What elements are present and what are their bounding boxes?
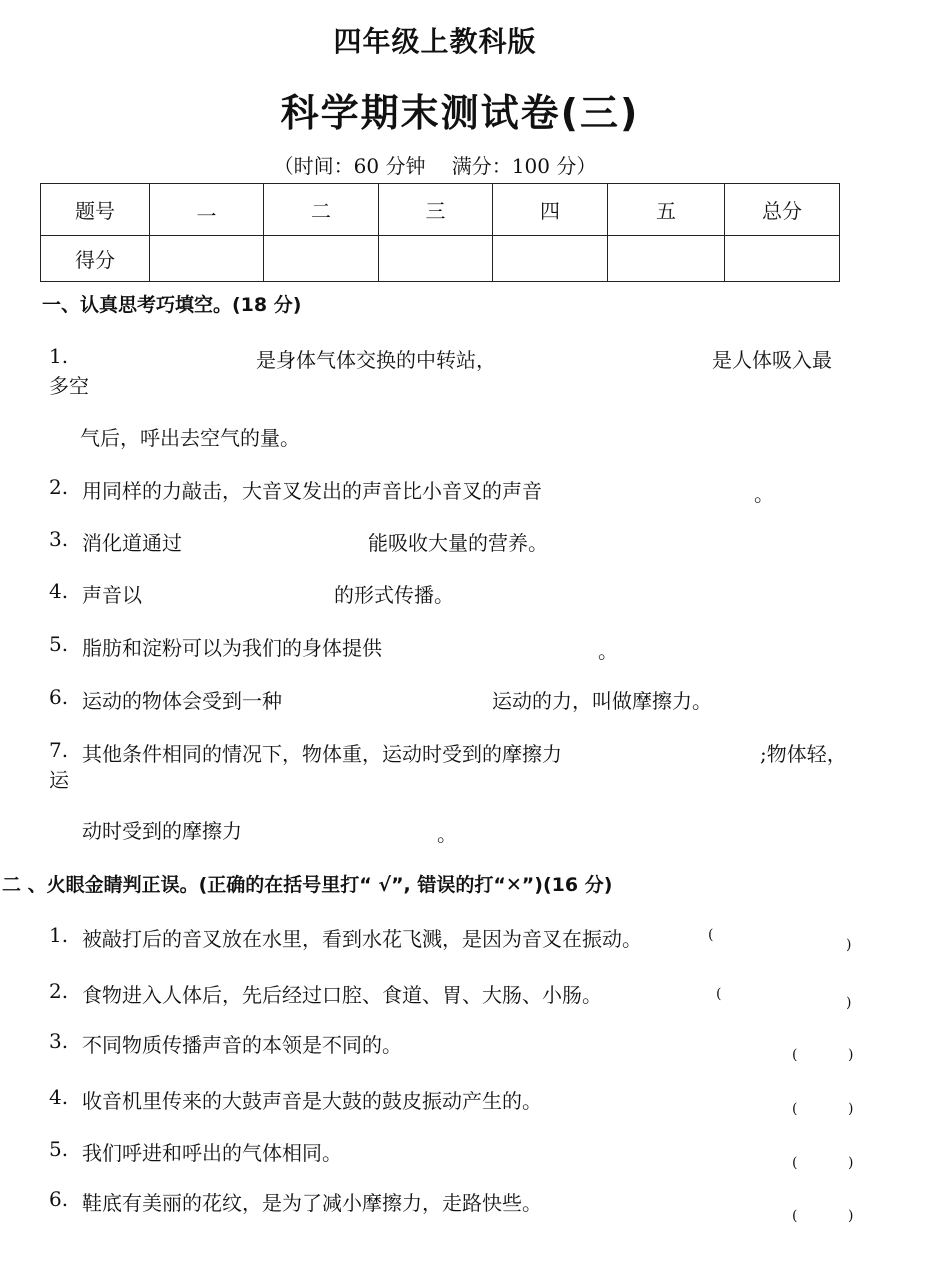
judge-item-1-number: 1.: [49, 923, 69, 947]
score-cell-q1: 一: [150, 184, 264, 236]
judge-item-6-paren-open[interactable]: (: [792, 1208, 798, 1224]
q4-number: 4.: [49, 579, 69, 603]
score-cell-q3: 三: [379, 184, 493, 236]
judge-item-1-text: 被敲打后的音叉放在水里，看到水花飞溅，是因为音叉在振动。: [82, 927, 642, 951]
q7-text-e: 。: [437, 822, 457, 846]
q5-text-a: 脂肪和淀粉可以为我们的身体提供: [82, 636, 382, 660]
judge-item-1-paren-close[interactable]: ): [846, 937, 852, 953]
q7-text-c: 运: [49, 768, 69, 792]
q1-number: 1.: [49, 344, 69, 368]
score-input-cell[interactable]: [379, 236, 493, 282]
score-cell-q4: 四: [493, 184, 608, 236]
q6-text-b: 运动的力，叫做摩擦力。: [492, 689, 712, 713]
q6-text-a: 运动的物体会受到一种: [82, 689, 282, 713]
judge-item-6-paren-close[interactable]: ): [848, 1208, 854, 1224]
score-cell-q2: 二: [264, 184, 379, 236]
section1-heading: 一、认真思考巧填空。(18 分): [42, 294, 302, 316]
judge-item-2-paren-close[interactable]: ): [846, 995, 852, 1011]
exam-meta: （时间：60 分钟 满分：100 分）: [273, 154, 597, 178]
judge-item-2-text: 食物进入人体后，先后经过口腔、食道、胃、大肠、小肠。: [82, 983, 602, 1007]
score-cell-q5: 五: [608, 184, 725, 236]
score-input-cell[interactable]: [608, 236, 725, 282]
q7-text-b: ;物体轻，: [760, 742, 847, 766]
score-input-cell[interactable]: [725, 236, 840, 282]
q1-text-a: 是身体气体交换的中转站，: [256, 348, 496, 372]
score-cell-label: 题号: [41, 184, 150, 236]
judge-item-3-text: 不同物质传播声音的本领是不同的。: [82, 1033, 402, 1057]
judge-item-4-text: 收音机里传来的大鼓声音是大鼓的鼓皮振动产生的。: [82, 1089, 542, 1113]
q7-text-a: 其他条件相同的情况下，物体重，运动时受到的摩擦力: [82, 742, 562, 766]
q2-number: 2.: [49, 475, 69, 499]
judge-item-2-paren-open[interactable]: (: [716, 986, 722, 1002]
exam-title: 科学期末测试卷(三): [280, 91, 640, 135]
q4-text-b: 的形式传播。: [334, 583, 454, 607]
score-input-cell[interactable]: [150, 236, 264, 282]
q6-number: 6.: [49, 685, 69, 709]
judge-item-5-paren-open[interactable]: (: [792, 1155, 798, 1171]
judge-item-5-number: 5.: [49, 1137, 69, 1161]
q2-text-b: 。: [754, 482, 774, 506]
judge-item-1-paren-open[interactable]: (: [708, 927, 714, 943]
score-table-score-row: [41, 236, 840, 282]
judge-item-5-text: 我们呼进和呼出的气体相同。: [82, 1141, 342, 1165]
score-input-cell[interactable]: [264, 236, 379, 282]
judge-item-6-text: 鞋底有美丽的花纹，是为了减小摩擦力，走路快些。: [82, 1191, 542, 1215]
judge-item-3-paren-open[interactable]: (: [792, 1047, 798, 1063]
judge-item-2-number: 2.: [49, 979, 69, 1003]
q1-text-b: 是人体吸入最: [712, 348, 832, 372]
judge-item-3-number: 3.: [49, 1029, 69, 1053]
judge-item-5-paren-close[interactable]: ): [848, 1155, 854, 1171]
section2-heading: 二 、火眼金睛判正误。(正确的在括号里打“ √”, 错误的打“✕”)(16 分): [2, 874, 613, 896]
q1-text-d: 气后，呼出去空气的量。: [80, 426, 300, 450]
judge-item-4-number: 4.: [49, 1085, 69, 1109]
q7-number: 7.: [49, 738, 69, 762]
q3-text-b: 能吸收大量的营养。: [368, 531, 548, 555]
judge-item-3-paren-close[interactable]: ): [848, 1047, 854, 1063]
judge-item-4-paren-open[interactable]: (: [792, 1101, 798, 1117]
score-table: [40, 183, 840, 282]
score-input-cell[interactable]: [493, 236, 608, 282]
score-cell-total: 总分: [725, 184, 840, 236]
score-table-header-row: [41, 184, 840, 236]
score-row-label: 得分: [41, 236, 150, 282]
q7-text-d: 动时受到的摩擦力: [82, 819, 242, 843]
judge-item-6-number: 6.: [49, 1187, 69, 1211]
q4-text-a: 声音以: [82, 583, 142, 607]
q3-text-a: 消化道通过: [82, 531, 182, 555]
q2-text-a: 用同样的力敲击，大音叉发出的声音比小音叉的声音: [82, 479, 542, 503]
grade-heading: 四年级上教科版: [333, 25, 537, 58]
q5-number: 5.: [49, 632, 69, 656]
q3-number: 3.: [49, 527, 69, 551]
q5-text-b: 。: [598, 639, 618, 663]
q1-text-c: 多空: [49, 374, 89, 398]
judge-item-4-paren-close[interactable]: ): [848, 1101, 854, 1117]
